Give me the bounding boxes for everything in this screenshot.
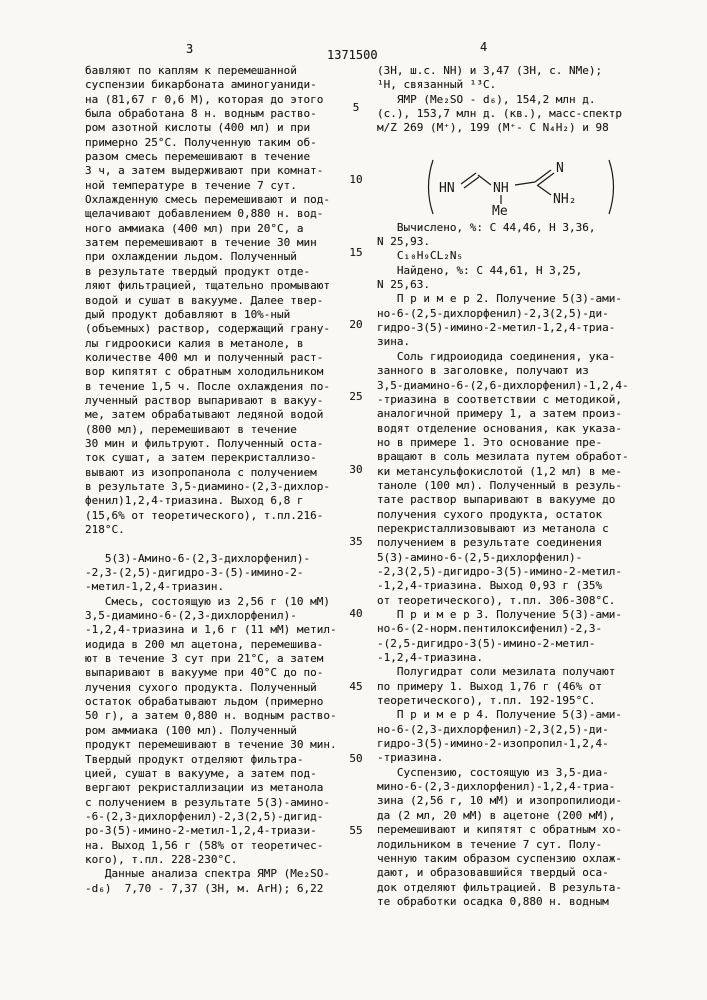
- text-line: ме, затем обрабатывают ледяной водой: [85, 408, 324, 422]
- formula-hn-label: HN: [439, 180, 455, 196]
- text-line: Твердый продукт отделяют фильтра-: [85, 752, 304, 766]
- text-line: получения сухого продукта, остаток: [377, 507, 603, 521]
- text-line: но-6-(2-норм.пентилоксифенил)-2,3-: [377, 622, 603, 636]
- text-line: цией, сушат в вакууме, а затем под-: [85, 766, 317, 780]
- text-line: -2,3(2,5)-дигидро-3(5)-имино-2-метил-: [377, 564, 623, 578]
- gutter-line-number: 5: [352, 101, 360, 114]
- text-line: лы гидроокиси калия в метаноле, в: [85, 336, 304, 350]
- text-line: перекристаллизовывают из метанола с: [377, 521, 609, 535]
- text-line: док отделяют фильтрацией. В результа-: [377, 880, 623, 894]
- text-line: гидро-3(5)-имино-2-изопропил-1,2,4-: [377, 737, 609, 751]
- text-line: но-6-(2,5-дихлорфенил)-2,3(2,5)-ди-: [377, 306, 609, 320]
- chemical-structure-drawing: [421, 158, 621, 216]
- text-line: 218°С.: [85, 523, 125, 536]
- text-line: -метил-1,2,4-триазин.: [85, 580, 225, 594]
- document-number: 1371500: [327, 48, 378, 62]
- right-page-number: 4: [480, 40, 488, 54]
- formula-n-label: N: [556, 160, 564, 176]
- text-line: вывают из изопропанола с получением: [85, 465, 317, 479]
- text-line: 3,5-диамино-6-(2,3-дихлорфенил)-: [85, 609, 297, 623]
- text-line: ченную таким образом суспензию охлаж-: [377, 851, 623, 865]
- text-line: в результате твердый продукт отде-: [85, 264, 311, 278]
- gutter-line-number: 50: [349, 752, 363, 765]
- text-line: затем перемешивают в течение 30 мин: [85, 236, 317, 250]
- text-line: -d₆) 7,70 - 7,37 (3H, м. ArH); 6,22: [85, 881, 324, 895]
- formula-nh2-label: NH₂: [553, 191, 577, 207]
- text-line: ного аммиака (400 мл) при 20°С, а: [85, 221, 304, 235]
- text-line: зина (2,56 г, 10 мМ) и изопропилиоди-: [377, 794, 623, 808]
- gutter-line-number: 30: [349, 463, 363, 476]
- text-line: с получением в результате 5(3)-амино-: [85, 795, 331, 809]
- right-column: [377, 64, 667, 909]
- text-line: дый продукт добавляют в 10%-ный: [85, 307, 291, 321]
- text-line: C₁₀H₉CL₂N₅: [377, 249, 464, 263]
- chemical-structure-formula: [377, 136, 667, 221]
- left-page-number: 3: [186, 42, 194, 56]
- gutter-line-number: 10: [349, 173, 363, 186]
- text-line: ток сушат, а затем перекристаллизо-: [85, 451, 317, 465]
- text-line: ро-3(5)-имино-2-метил-1,2,4-триази-: [85, 824, 317, 838]
- text-line: Соль гидроиодида соединения, ука-: [377, 349, 616, 363]
- text-line: -(2,5-дигидро-3(5)-имино-2-метил-: [377, 636, 596, 650]
- text-line: занного в заголовке, получают из: [377, 364, 589, 378]
- right-column-bottom-text: [377, 221, 667, 910]
- text-line: примерно 25°С. Полученную таким об-: [85, 135, 317, 149]
- text-line: П р и м е р 2. Получение 5(3)-ами-: [377, 292, 623, 306]
- text-line: Суспензию, состоящую из 3,5-диа-: [377, 765, 609, 779]
- text-line: аналогичной примеру 1, а затем произ-: [377, 407, 623, 421]
- text-line: Охлажденную смесь перемешивают и под-: [85, 193, 331, 207]
- text-line: -1,2,4-триазина.: [377, 651, 483, 665]
- text-line: ки метансульфокислотой (1,2 мл) в ме-: [377, 464, 623, 478]
- text-line: 5(3)-Амино-6-(2,3-дихлорфенил)-: [85, 551, 311, 565]
- formula-right-paren: [609, 160, 614, 214]
- text-line: 30 мин и фильтруют. Полученный оста-: [85, 436, 324, 450]
- text-line: в течение 1,5 ч. После охлаждения по-: [85, 379, 331, 393]
- text-line: ной температуре в течение 7 сут.: [85, 178, 297, 192]
- text-line: (с.), 153,7 млн д. (кв.), масс-спектр: [377, 107, 623, 121]
- text-line: лодильником в течение 7 сут. Полу-: [377, 837, 603, 851]
- text-line: Данные анализа спектра ЯМР (Me₂SO-: [85, 867, 331, 881]
- text-line: лученный раствор выпаривают в вакуу-: [85, 393, 324, 407]
- text-line: ¹H, связанный ¹³C.: [377, 78, 497, 92]
- text-line: остаток обрабатывают льдом (примерно: [85, 695, 324, 709]
- text-line: -1,2,4-триазина и 1,6 г (11 мМ) метил-: [85, 623, 337, 637]
- text-line: зина.: [377, 335, 411, 349]
- text-line: П р и м е р 3. Получение 5(3)-ами-: [377, 608, 623, 621]
- text-line: -6-(2,3-дихлорфенил)-2,3(2,5)-дигид-: [85, 809, 324, 823]
- gutter-line-number: 20: [349, 318, 363, 331]
- text-line: при охлаждении льдом. Полученный: [85, 250, 297, 264]
- text-line: теоретического), т.пл. 192-195°С.: [377, 694, 596, 708]
- text-line: -триазина в соответствии с методикой,: [377, 392, 623, 406]
- formula-nh-label: NH: [493, 180, 509, 196]
- text-line: количестве 400 мл и полученный раст-: [85, 350, 324, 364]
- text-line: 3,5-диамино-6-(2,6-дихлорфенил)-1,2,4-: [377, 378, 629, 392]
- text-line: Полугидрат соли мезилата получают: [377, 665, 616, 679]
- text-line: но в примере 1. Это основание пре-: [377, 435, 603, 449]
- gutter-line-number: 40: [349, 607, 363, 620]
- text-line: продукт перемешивают в течение 30 мин.: [85, 738, 337, 752]
- text-line: -2,3-(2,5)-дигидро-3-(5)-имино-2-: [85, 566, 304, 580]
- text-line: ром аммиака (100 мл). Полученный: [85, 723, 297, 737]
- text-line: те обработки осадка 0,880 н. водным: [377, 894, 609, 908]
- text-line: -триазина.: [377, 751, 444, 765]
- text-line: щелачивают добавлением 0,880 н. вод-: [85, 207, 324, 221]
- left-column: [85, 64, 363, 896]
- text-line: от теоретического), т.пл. 306-308°С.: [377, 593, 616, 607]
- text-line: ляют фильтрацией, тщательно промывают: [85, 279, 331, 293]
- text-line: мино-6-(2,3-дихлорфенил)-1,2,4-триа-: [377, 780, 616, 794]
- formula-me-label: Me: [492, 203, 508, 216]
- text-line: 3 ч, а затем выдерживают при комнат-: [85, 164, 324, 178]
- text-line: вращают в соль мезилата путем обработ-: [377, 450, 629, 464]
- text-line: Смесь, состоящую из 2,56 г (10 мМ): [85, 594, 331, 608]
- formula-left-paren: [429, 160, 434, 214]
- right-column-top-text: [377, 64, 667, 136]
- gutter-line-number: 25: [349, 390, 363, 403]
- gutter-line-number: 15: [349, 246, 363, 259]
- text-line: N 25,63.: [377, 278, 430, 292]
- text-line: дают, и образовавшийся твердый оса-: [377, 866, 609, 880]
- text-line: фенил)1,2,4-триазина. Выход 6,8 г: [85, 494, 304, 508]
- text-line: водой и сушат в вакууме. Далее твер-: [85, 293, 324, 307]
- text-line: ром азотной кислоты (400 мл) и при: [85, 121, 311, 135]
- text-line: ЯМР (Me₂SO - d₆), 154,2 млн д.: [377, 92, 596, 106]
- text-line: ют в течение 3 сут при 21°С, а затем: [85, 652, 324, 666]
- text-line: 5(3)-амино-6-(2,5-дихлорфенил)-: [377, 550, 583, 564]
- text-line: таноле (100 мл). Полученный в резуль-: [377, 478, 623, 492]
- text-line: -1,2,4-триазина. Выход 0,93 г (35%: [377, 579, 603, 593]
- text-line: была обработана 8 н. водным раство-: [85, 107, 317, 121]
- text-line: (15,6% от теоретического), т.пл.216-: [85, 508, 324, 522]
- gutter-line-number: 45: [349, 680, 363, 693]
- text-line: получением в результате соединения: [377, 536, 603, 550]
- text-line: выпаривают в вакууме при 40°С до по-: [85, 666, 324, 680]
- text-line: да (2 мл, 20 мМ) в ацетоне (200 мМ),: [377, 808, 616, 822]
- text-line: на (81,67 г 0,6 М), которая до этого: [85, 92, 324, 106]
- text-line: (800 мл), перемешивают в течение: [85, 422, 297, 436]
- text-line: гидро-3(5)-имино-2-метил-1,2,4-триа-: [377, 321, 616, 335]
- text-line: [85, 537, 363, 551]
- text-line: иодида в 200 мл ацетона, перемешива-: [85, 637, 324, 651]
- text-line: но-6-(2,3-дихлорфенил)-2,3(2,5)-ди-: [377, 722, 609, 736]
- gutter-line-number: 55: [349, 824, 363, 837]
- text-line: П р и м е р 4. Получение 5(3)-ами-: [377, 708, 623, 722]
- text-line: (объемных) раствор, содержащий грану-: [85, 322, 331, 336]
- text-line: вергают рекристаллизации из метанола: [85, 781, 324, 795]
- text-line: Вычислено, %: С 44,46, Н 3,36,: [377, 220, 596, 234]
- text-line: N 25,93.: [377, 235, 430, 249]
- text-line: по примеру 1. Выход 1,76 г (46% от: [377, 679, 603, 693]
- text-line: лучения сухого продукта. Полученный: [85, 680, 317, 694]
- text-line: тате раствор выпаривают в вакууме до: [377, 493, 616, 507]
- text-line: разом смесь перемешивают в течение: [85, 150, 311, 164]
- gutter-line-number: 35: [349, 535, 363, 548]
- text-line: бавляют по каплям к перемешанной: [85, 64, 297, 77]
- text-line: на. Выход 1,56 г (58% от теоретичес-: [85, 838, 324, 852]
- text-line: суспензии бикарбоната аминогуаниди-: [85, 78, 317, 92]
- text-line: кого), т.пл. 228-230°С.: [85, 852, 238, 866]
- text-line: водят отделение основания, как указа-: [377, 421, 623, 435]
- text-line: Найдено, %: С 44,61, Н 3,25,: [377, 263, 583, 277]
- text-line: (3Н, ш.с. NH) и 3,47 (3Н, с. NMe);: [377, 64, 603, 77]
- text-line: 50 г), а затем 0,880 н. водным раство-: [85, 709, 337, 723]
- text-line: перемешивают и кипятят с обратным хо-: [377, 823, 623, 837]
- text-line: м/Z 269 (M⁺), 199 (M⁺- C N₄H₂) и 98: [377, 121, 609, 135]
- text-line: в результате 3,5-диамино-(2,3-дихлор-: [85, 479, 331, 493]
- text-line: вор кипятят с обратным холодильником: [85, 365, 324, 379]
